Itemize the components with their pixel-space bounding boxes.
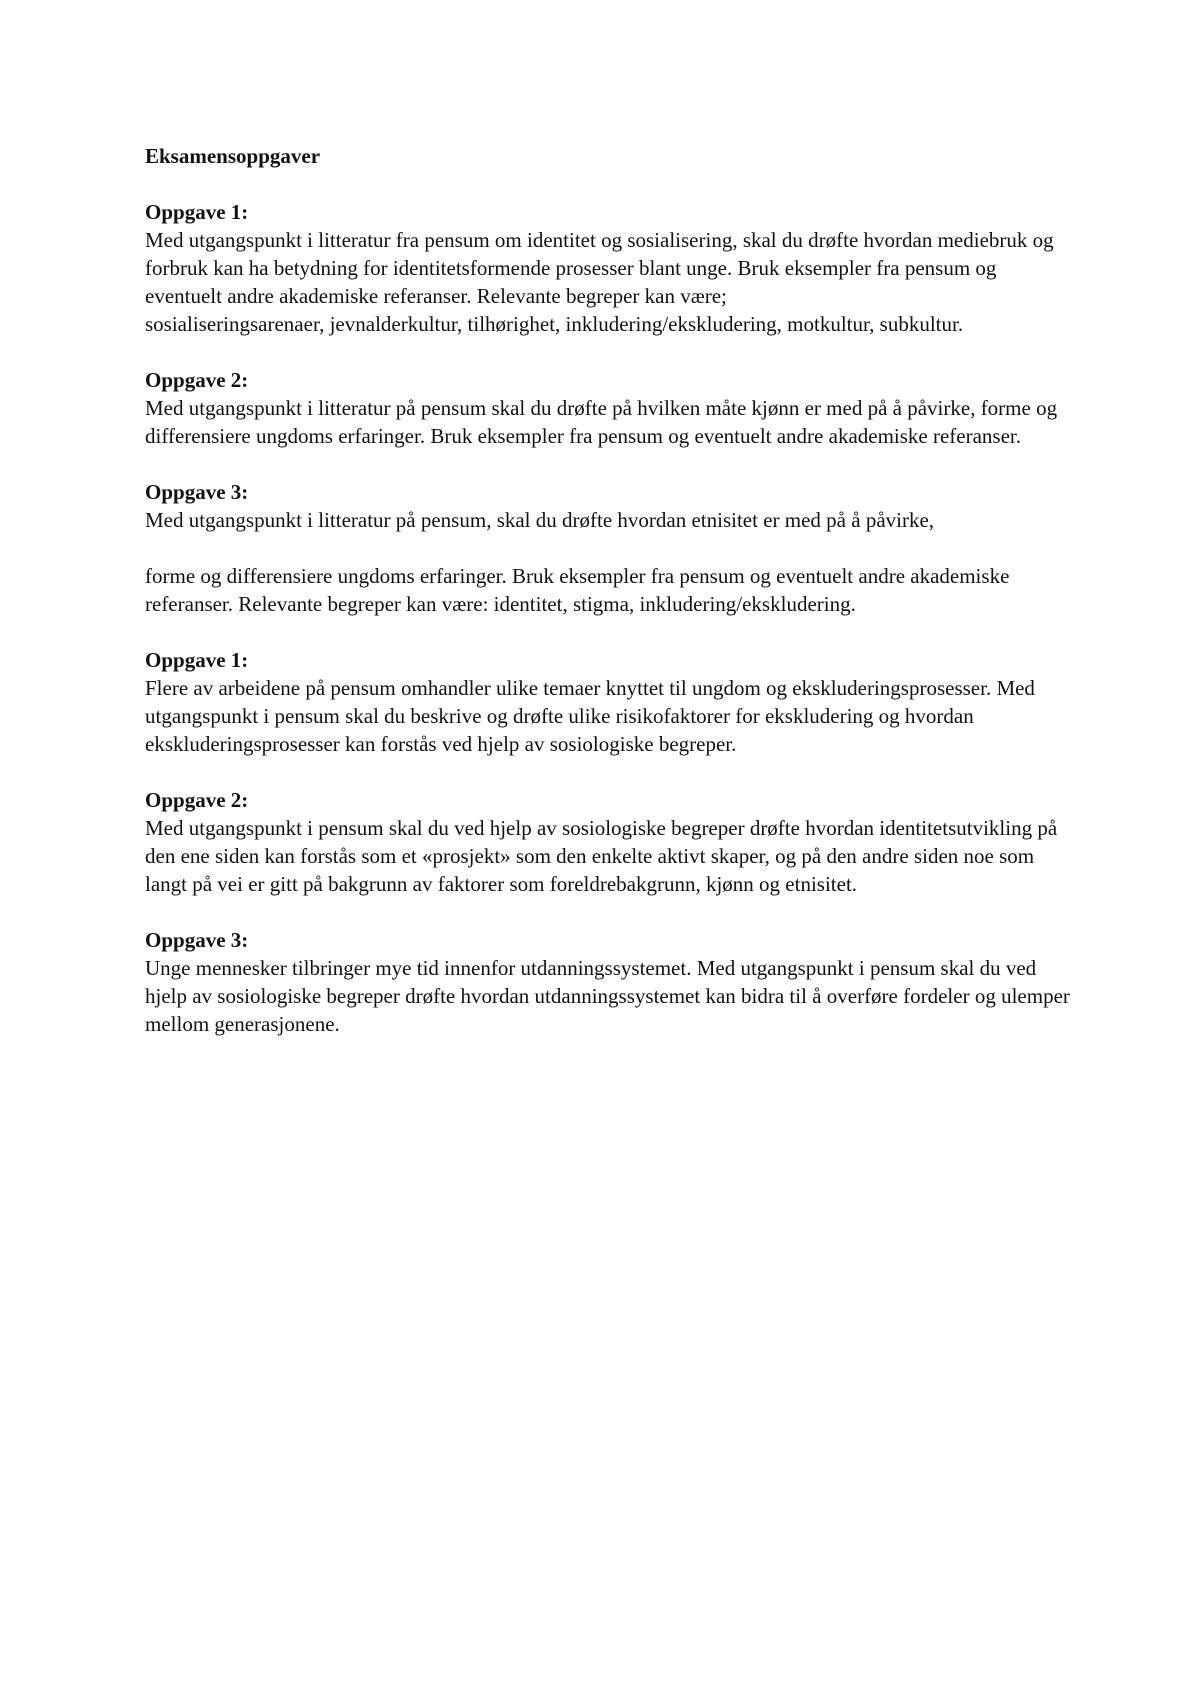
task-text: forme og differensiere ungdoms erfaringer. Bruk eksempler fra pensum og eventuelt andre akademiske referanser. Relevante begreper kan være: identitet, stigma, inkludering/ekskludering. xyxy=(145,564,1010,616)
task-2 xyxy=(145,366,1075,450)
task-text: Med utgangspunkt i pensum skal du ved hjelp av sosiologiske begreper drøfte hvordan identitetsutvikling på den ene siden kan forstås som et «prosjekt» som den enkelte aktivt skaper, og på den andre siden noe som langt på vei er gitt på bakgrunn av faktorer som foreldrebakgrunn, kjønn og etnisitet. xyxy=(145,816,1058,896)
task-heading: Oppgave 3: xyxy=(145,480,249,504)
task-heading: Oppgave 2: xyxy=(145,788,249,812)
task-4 xyxy=(145,646,1075,758)
task-text: Med utgangspunkt i litteratur fra pensum om identitet og sosialisering, skal du drøfte hvordan mediebruk og forbruk kan ha betydning for identitetsformende prosesser blant unge. Bruk eksempler fra pensum og eventuelt andre akademiske referanser. Relevante begreper kan være; xyxy=(145,228,1054,308)
task-3 xyxy=(145,478,1075,618)
task-heading: Oppgave 1: xyxy=(145,648,249,672)
task-text: Med utgangspunkt i litteratur på pensum skal du drøfte på hvilken måte kjønn er med på å påvirke, forme og differensiere ungdoms erfaringer. Bruk eksempler fra pensum og eventuelt andre akademiske referanser. xyxy=(145,396,1058,448)
task-1 xyxy=(145,198,1075,338)
task-heading: Oppgave 3: xyxy=(145,928,249,952)
task-heading: Oppgave 2: xyxy=(145,368,249,392)
task-text: Med utgangspunkt i litteratur på pensum, skal du drøfte hvordan etnisitet er med på å påvirke, xyxy=(145,508,935,532)
task-6 xyxy=(145,926,1075,1038)
task-text: Flere av arbeidene på pensum omhandler ulike temaer knyttet til ungdom og ekskluderingsprosesser. Med utgangspunkt i pensum skal du beskrive og drøfte ulike risikofaktorer for ekskludering og hvordan ekskluderingsprosesser kan forstås ved hjelp av sosiologiske begreper. xyxy=(145,676,1035,756)
document-title: Eksamensoppgaver xyxy=(145,144,321,168)
task-heading: Oppgave 1: xyxy=(145,200,249,224)
task-text: sosialiseringsarenaer, jevnalderkultur, tilhørighet, inkludering/ekskludering, motkultur, subkultur. xyxy=(145,312,964,336)
task-text: Unge mennesker tilbringer mye tid innenfor utdanningssystemet. Med utgangspunkt i pensum skal du ved hjelp av sosiologiske begreper drøfte hvordan utdanningssystemet kan bidra til å overføre fordeler og ulemper mellom generasjonene. xyxy=(145,956,1070,1036)
document-page xyxy=(145,142,1075,1066)
task-5 xyxy=(145,786,1075,898)
